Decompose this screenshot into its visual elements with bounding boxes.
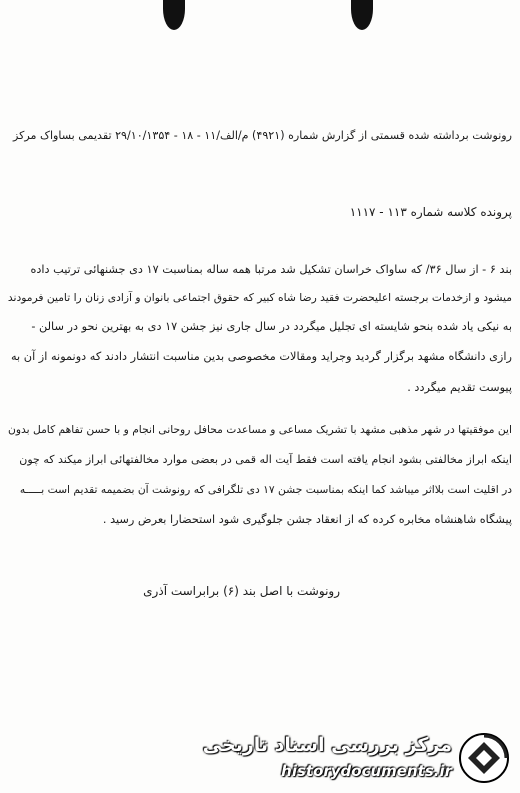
body-line-1: بند ۶ - از سال ۳۶/ که ساواک خراسان تشکیل شد مرتبا همه ساله بمناسبت ۱۷ دی جشنهائی ترتیب داده [30,263,512,276]
punch-hole-right [351,0,373,30]
body-line-8: در اقلیت است بلااثر میباشد کما اینکه بمناسبت جشن ۱۷ دی تلگرافی که رونوشت آن بضمیمه تقدیم است بـــــه [19,483,512,496]
copy-certification: رونوشت با اصل بند (۶) برابراست آذری [143,584,340,598]
body-line-6: این موفقیتها در شهر مذهبی مشهد با تشریک مساعی و مساعدت محافل روحانی انجام و با حسن تفاهم کامل بدون [8,423,512,436]
file-number: پرونده کلاسه شماره ۱۱۳ - ۱۱۱۷ [349,205,512,219]
body-line-5: پیوست تقدیم میگردد . [407,381,512,394]
body-line-2: میشود و ازخدمات برجسته اعلیحضرت فقید رضا شاه کبیر که حقوق اجتماعی بانوان و آزادی زنان را تامین فرمودند [7,291,512,304]
body-line-4: رازی دانشگاه مشهد برگزار گردید وجراید ومقالات مخصوصی بدین مناسبت انتشار دادند که دونمونه از آن به [10,350,512,363]
watermark-logo [202,728,510,788]
punch-hole-left [163,0,185,30]
report-header: رونوشت برداشته شده قسمتی از گزارش شماره (۴۹۲۱) م/الف/۱۱ - ۱۸ - ۲۹/۱۰/۱۳۵۴ تقدیمی بساواک مرکز [13,129,512,142]
watermark-url: historydocuments.ir [281,762,452,780]
archive-emblem-icon [458,732,510,784]
body-line-3: به نیکی یاد شده بنحو شایسته ای تجلیل میگردد در سال جاری نیز جشن ۱۷ دی به بهترین نحو در سالن - [31,320,512,333]
watermark-title: مرکز بررسی اسناد تاریخی [202,734,452,756]
report-body [4,262,512,562]
body-line-9: پیشگاه شاهنشاه مخابره کرده که از انعقاد جشن جلوگیری شود استحضارا بعرض رسید . [102,513,512,526]
body-line-7: اینکه ابراز مخالفتی بشود انجام یافته است فقط آیت اله قمی در بعضی موارد مخالفتهائی ابراز میکند که چون [19,453,512,466]
